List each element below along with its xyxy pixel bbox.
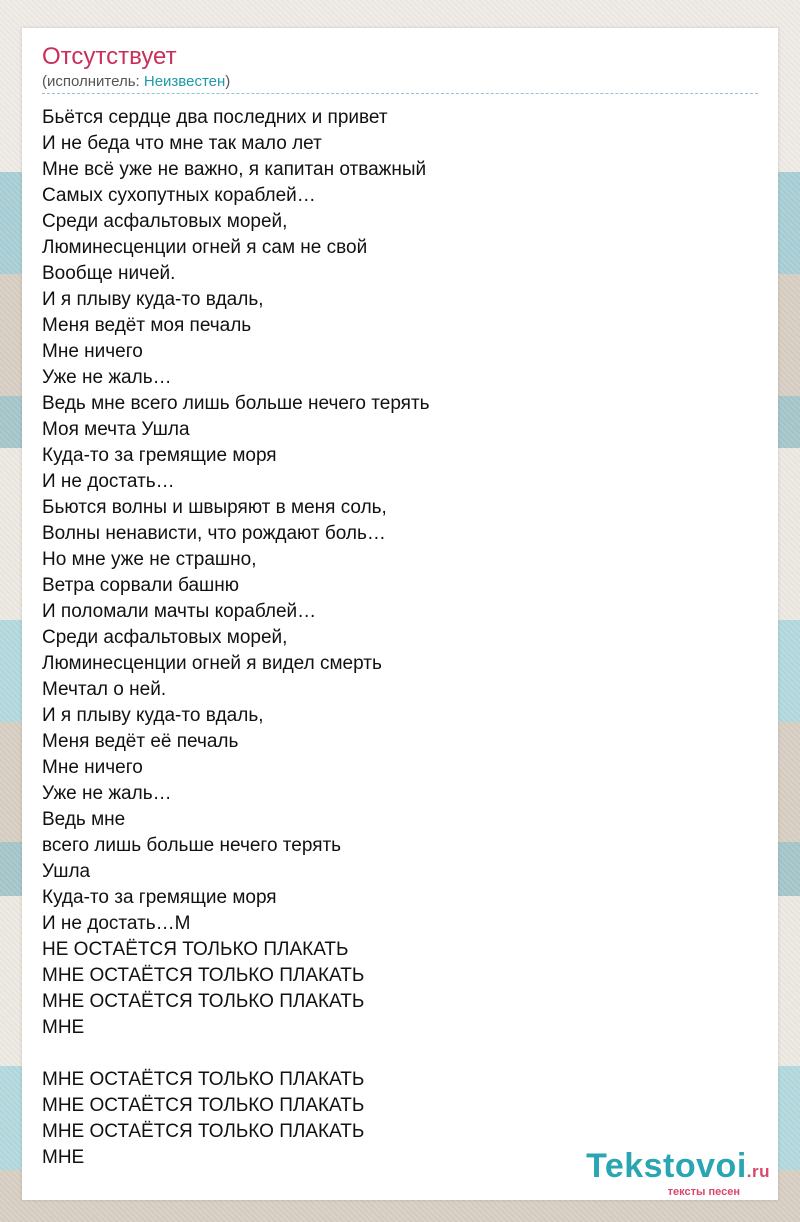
lyrics-card xyxy=(22,28,778,1200)
artist-line xyxy=(42,72,230,92)
lyric-line: Мне всё уже не важно, я капитан отважный xyxy=(42,159,427,180)
lyric-line: Уже не жаль… xyxy=(42,367,172,388)
lyric-line: всего лишь больше нечего терять xyxy=(42,835,342,856)
lyric-line: МНЕ ОСТАЁТСЯ ТОЛЬКО ПЛАКАТЬ xyxy=(42,991,365,1012)
lyric-line: И не достать…М xyxy=(42,913,191,934)
lyric-line: Моя мечта Ушла xyxy=(42,419,190,440)
lyric-line: Бьются волны и швыряют в меня соль, xyxy=(42,497,387,518)
logo-tagline: тексты песен xyxy=(667,1186,740,1198)
artist-prefix: (исполнитель: xyxy=(42,73,144,90)
artist-suffix: ) xyxy=(225,73,231,90)
lyric-line: Вообще ничей. xyxy=(42,263,176,284)
lyric-line: Мне ничего xyxy=(42,757,143,778)
lyric-line: Мечтал о ней. xyxy=(42,679,167,700)
lyric-line: И не достать… xyxy=(42,471,175,492)
lyric-line: И не беда что мне так мало лет xyxy=(42,133,322,154)
lyric-line: Люминесценции огней я видел смерть xyxy=(42,653,382,674)
lyric-line: МНЕ ОСТАЁТСЯ ТОЛЬКО ПЛАКАТЬ xyxy=(42,1069,365,1090)
lyric-line: И я плыву куда-то вдаль, xyxy=(42,705,264,726)
title-divider xyxy=(42,93,758,94)
lyric-line: НЕ ОСТАЁТСЯ ТОЛЬКО ПЛАКАТЬ xyxy=(42,939,349,960)
lyric-line: И поломали мачты кораблей… xyxy=(42,601,317,622)
lyric-line: Люминесценции огней я сам не свой xyxy=(42,237,368,258)
lyric-line: Ведь мне xyxy=(42,809,126,830)
lyric-line: Ушла xyxy=(42,861,91,882)
logo-wordmark xyxy=(586,1148,770,1190)
lyric-line: Меня ведёт её печаль xyxy=(42,731,239,752)
site-logo[interactable] xyxy=(586,1148,770,1198)
lyric-line: Мне ничего xyxy=(42,341,143,362)
song-title: Отсутствует xyxy=(42,43,177,70)
lyric-line: Бьётся сердце два последних и привет xyxy=(42,107,388,128)
lyric-line: МНЕ ОСТАЁТСЯ ТОЛЬКО ПЛАКАТЬ xyxy=(42,1121,365,1142)
lyric-line: МНЕ xyxy=(42,1147,85,1168)
lyric-line: Куда-то за гремящие моря xyxy=(42,887,277,908)
lyrics-text xyxy=(42,105,742,1171)
lyric-line: Самых сухопутных кораблей… xyxy=(42,185,316,206)
lyric-line: МНЕ ОСТАЁТСЯ ТОЛЬКО ПЛАКАТЬ xyxy=(42,965,365,986)
lyric-line: Ведь мне всего лишь больше нечего терять xyxy=(42,393,430,414)
lyric-line: Меня ведёт моя печаль xyxy=(42,315,252,336)
logo-name: Tekstovoi xyxy=(586,1147,747,1185)
lyric-line: Волны ненависти, что рождают боль… xyxy=(42,523,386,544)
logo-tld: .ru xyxy=(746,1162,770,1181)
lyric-line: Ветра сорвали башню xyxy=(42,575,239,596)
lyric-line: МНЕ ОСТАЁТСЯ ТОЛЬКО ПЛАКАТЬ xyxy=(42,1095,365,1116)
lyric-line: Куда-то за гремящие моря xyxy=(42,445,277,466)
lyric-line: Уже не жаль… xyxy=(42,783,172,804)
lyric-line: МНЕ xyxy=(42,1017,85,1038)
artist-link[interactable]: Неизвестен xyxy=(143,73,226,90)
lyric-line: Но мне уже не страшно, xyxy=(42,549,257,570)
lyric-line xyxy=(42,1041,742,1067)
lyric-line: Среди асфальтовых морей, xyxy=(42,211,288,232)
lyric-line: Среди асфальтовых морей, xyxy=(42,627,288,648)
lyric-line: И я плыву куда-то вдаль, xyxy=(42,289,264,310)
